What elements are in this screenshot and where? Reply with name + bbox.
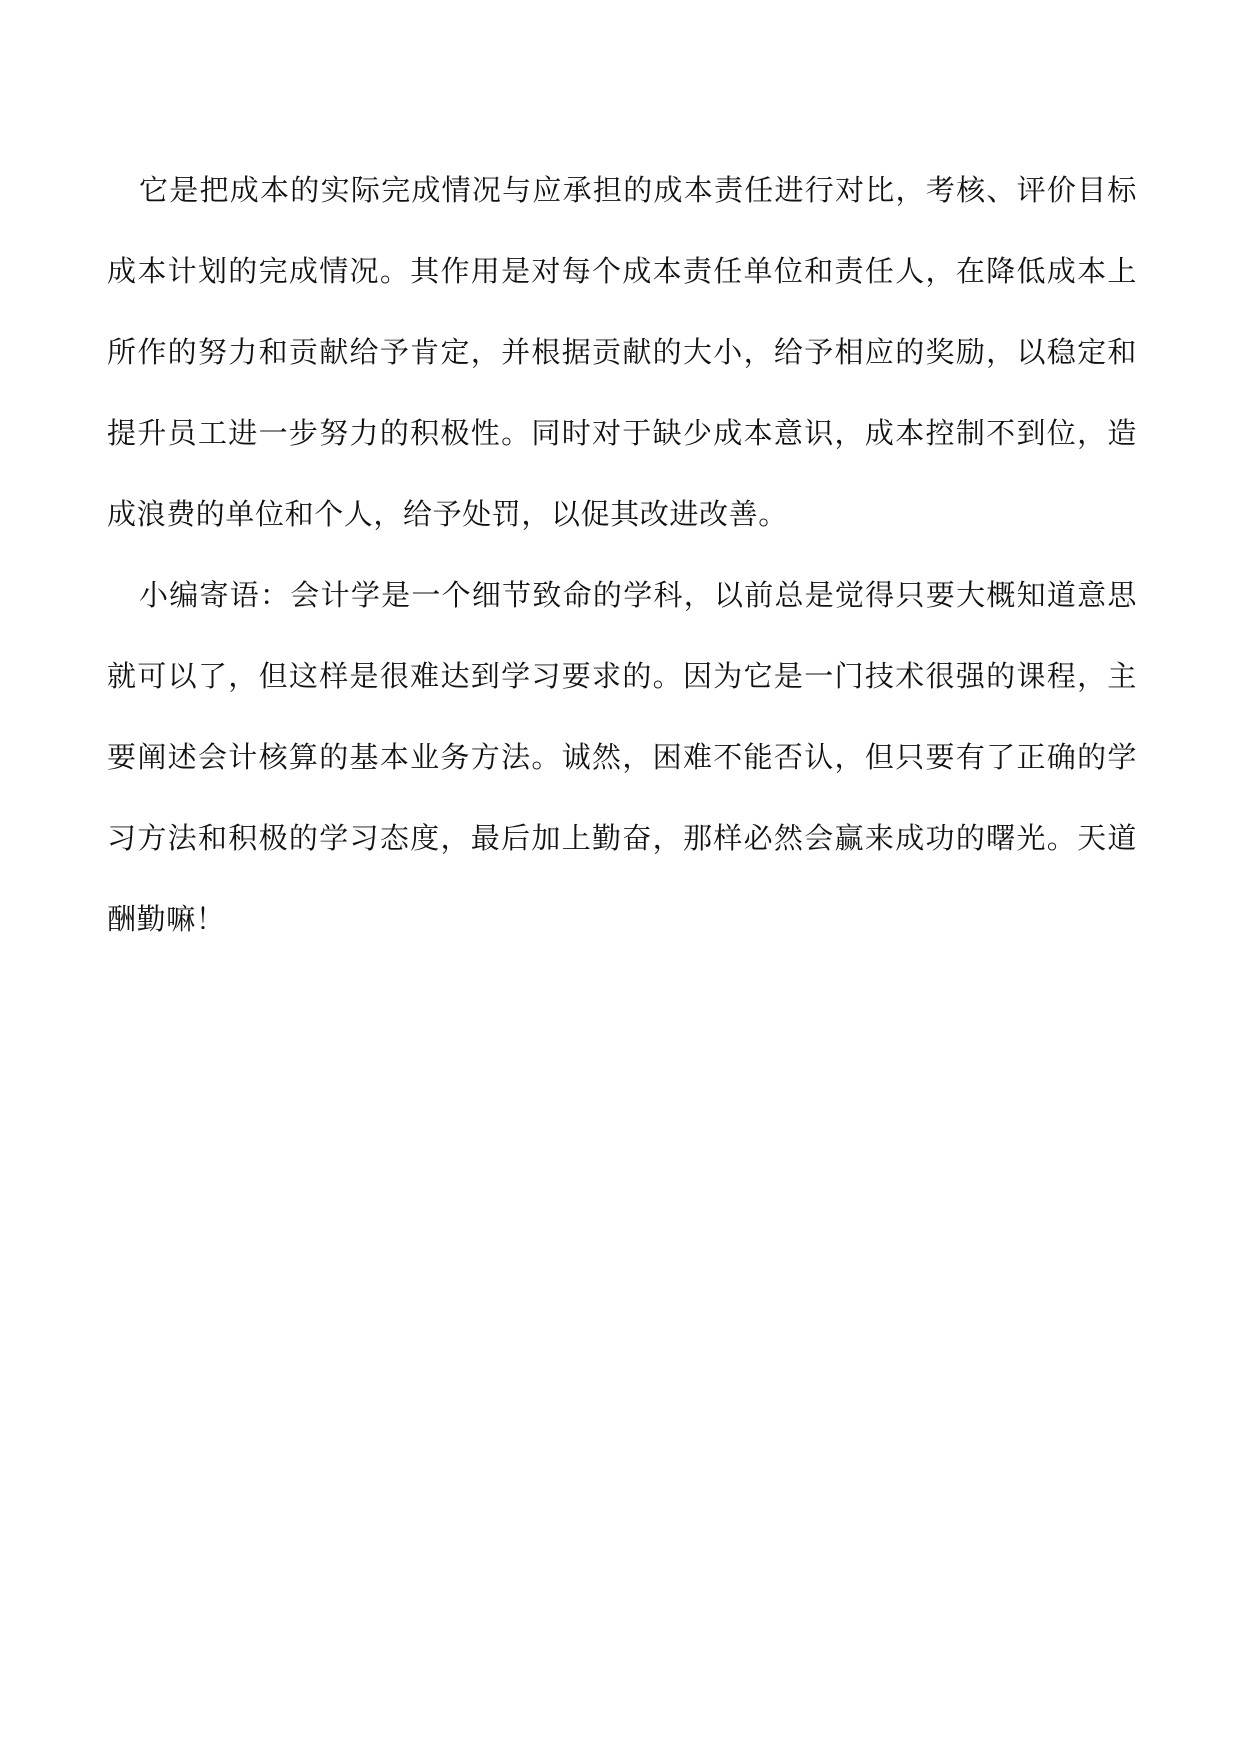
paragraph-editor-note: 小编寄语：会计学是一个细节致命的学科，以前总是觉得只要大概知道意思就可以了，但这样是很难达到学习要求的。因为它是一门技术很强的课程，主要阐述会计核算的基本业务方法。诚然，困难不能否认，但只要有了正确的学习方法和积极的学习态度，最后加上勤奋，那样必然会赢来成功的曙光。天道酬勤嘛！ (107, 578, 1137, 936)
document-body (107, 150, 1137, 960)
paragraph-cost-assessment: 它是把成本的实际完成情况与应承担的成本责任进行对比，考核、评价目标成本计划的完成情况。其作用是对每个成本责任单位和责任人，在降低成本上所作的努力和贡献给予肯定，并根据贡献的大小，给予相应的奖励，以稳定和提升员工进一步努力的积极性。同时对于缺少成本意识，成本控制不到位，造成浪费的单位和个人，给予处罚，以促其改进改善。 (107, 173, 1137, 531)
